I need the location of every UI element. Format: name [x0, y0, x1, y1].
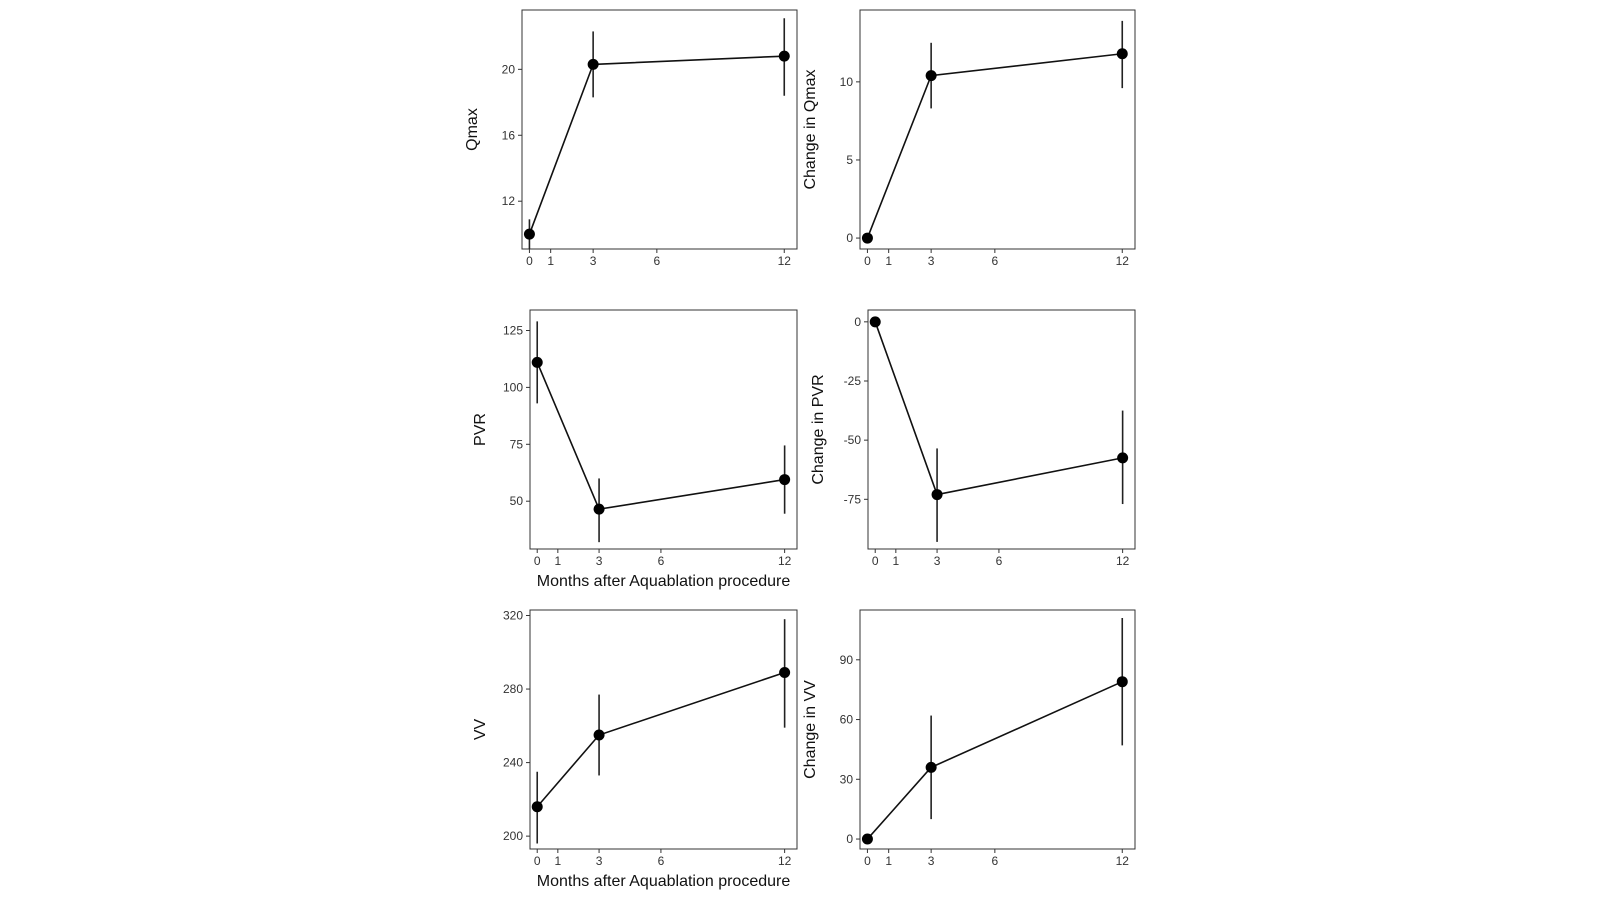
x-tick-label: 3	[595, 854, 603, 868]
y-axis-title: VV	[472, 718, 489, 741]
data-point	[926, 762, 937, 773]
data-point	[594, 730, 605, 741]
x-tick-label: 6	[995, 554, 1003, 568]
y-tick-label: -25	[843, 373, 861, 388]
x-tick-label: 12	[1115, 554, 1130, 568]
y-axis-title: Change in VV	[802, 680, 819, 779]
y-axis-title: Change in Qmax	[802, 69, 819, 190]
data-point	[779, 667, 790, 678]
data-point	[524, 229, 535, 240]
y-tick-label: 0	[846, 231, 853, 246]
y-tick-label: 16	[501, 128, 515, 143]
series-line	[537, 673, 784, 807]
chart-panel	[810, 310, 1135, 568]
y-tick-label: 12	[501, 194, 515, 209]
data-point	[1117, 452, 1128, 463]
y-tick-label: 30	[839, 772, 853, 787]
x-tick-label: 12	[1115, 854, 1129, 868]
data-point	[1117, 48, 1128, 59]
plot-frame	[860, 610, 1135, 849]
y-tick-label: 125	[502, 323, 523, 338]
plot-frame	[860, 10, 1135, 249]
data-point	[1117, 676, 1128, 687]
x-tick-label: 1	[554, 554, 562, 568]
x-tick-label: 1	[885, 254, 893, 268]
y-tick-label: 200	[502, 829, 523, 844]
y-tick-label: 240	[502, 755, 523, 770]
x-tick-label: 6	[991, 254, 999, 268]
chart-panel	[802, 10, 1135, 268]
x-tick-label: 0	[533, 554, 541, 568]
series-line	[867, 54, 1122, 238]
y-tick-label: 5	[846, 152, 853, 167]
chart-panel	[464, 10, 797, 268]
data-point	[926, 70, 937, 81]
data-point	[862, 233, 873, 244]
y-tick-label: -50	[843, 433, 861, 448]
chart-panel	[802, 610, 1135, 868]
series-line	[867, 682, 1122, 839]
series-line	[537, 362, 784, 509]
data-point	[594, 504, 605, 515]
x-tick-label: 6	[657, 554, 665, 568]
data-point	[779, 51, 790, 62]
x-tick-label: 0	[533, 854, 541, 868]
x-axis-title: Months after Aquablation procedure	[536, 573, 791, 590]
data-point	[532, 357, 543, 368]
plot-frame	[868, 310, 1135, 549]
y-tick-label: 320	[502, 608, 523, 623]
plot-frame	[530, 610, 797, 849]
y-tick-label: 90	[839, 652, 853, 667]
x-tick-label: 6	[657, 854, 665, 868]
series-line	[529, 56, 784, 234]
y-tick-label: 60	[839, 712, 853, 727]
y-tick-label: 10	[839, 74, 853, 89]
x-tick-label: 3	[589, 254, 597, 268]
x-tick-label: 0	[864, 254, 871, 268]
y-axis-title: Change in PVR	[810, 374, 827, 485]
x-tick-label: 3	[595, 554, 603, 568]
series-line	[875, 322, 1122, 495]
y-axis-title: PVR	[472, 413, 489, 446]
x-tick-label: 1	[554, 854, 562, 868]
x-tick-label: 3	[927, 854, 935, 868]
x-axis-title: Months after Aquablation procedure	[536, 873, 791, 890]
y-tick-label: 280	[502, 682, 523, 697]
plot-frame	[522, 10, 797, 249]
x-tick-label: 12	[777, 554, 792, 568]
x-tick-label: 0	[871, 554, 879, 568]
data-point	[862, 834, 873, 845]
y-tick-label: 100	[502, 380, 523, 395]
data-point	[870, 316, 881, 327]
data-point	[932, 489, 943, 500]
plot-frame	[530, 310, 797, 549]
x-tick-label: 1	[885, 854, 893, 868]
x-tick-label: 3	[933, 554, 941, 568]
x-tick-label: 3	[927, 254, 935, 268]
y-tick-label: -75	[843, 492, 861, 507]
y-tick-label: 0	[854, 314, 861, 329]
x-tick-label: 1	[547, 254, 555, 268]
x-tick-label: 12	[1115, 254, 1129, 268]
data-point	[588, 59, 599, 70]
x-tick-label: 6	[653, 254, 661, 268]
x-tick-label: 12	[777, 854, 792, 868]
y-tick-label: 0	[846, 832, 853, 847]
y-axis-title: Qmax	[464, 108, 481, 151]
x-tick-label: 0	[526, 254, 533, 268]
x-tick-label: 12	[777, 254, 791, 268]
y-tick-label: 20	[501, 62, 515, 77]
y-tick-label: 50	[509, 494, 523, 509]
x-tick-label: 6	[991, 854, 999, 868]
x-tick-label: 1	[892, 554, 900, 568]
x-tick-label: 0	[864, 854, 871, 868]
data-point	[779, 474, 790, 485]
data-point	[532, 801, 543, 812]
y-tick-label: 75	[509, 437, 523, 452]
chart-panel	[472, 310, 797, 590]
chart-panel	[472, 609, 797, 890]
